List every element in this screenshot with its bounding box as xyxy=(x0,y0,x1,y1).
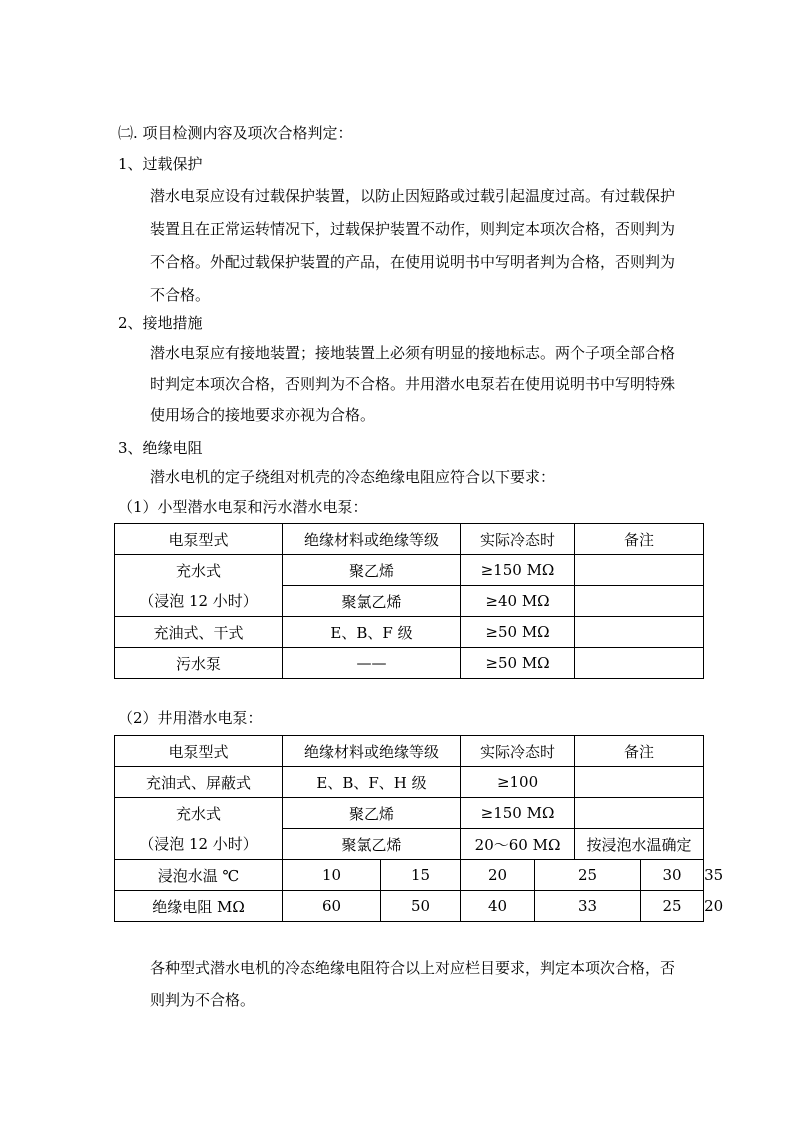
table-header-row xyxy=(115,524,704,555)
cell-resistance-value: 25 xyxy=(641,891,704,922)
table2-caption: （2）井用潜水电泵： xyxy=(118,709,263,727)
header-cold-state: 实际冷态时 xyxy=(461,736,575,767)
table1-caption: （1）小型潜水电泵和污水潜水电泵： xyxy=(118,498,368,516)
cell-temperature-value: 30 xyxy=(641,860,704,891)
cell-pvc-value: ≥40 MΩ xyxy=(461,586,575,617)
table-row xyxy=(115,555,704,586)
table-row xyxy=(115,617,704,648)
header-pump-type: 电泵型式 xyxy=(115,736,283,767)
paragraph-grounding xyxy=(118,338,678,431)
paragraph-grounding-text: 潜水电泵应有接地装置；接地装置上必须有明显的接地标志。两个子项全部合格时判定本项次合格，否则判为不合格。井用潜水电泵若在使用说明书中写明特殊使用场合的接地要求亦视为合格。 xyxy=(150,344,676,424)
cell-pvc-note: 按浸泡水温确定 xyxy=(575,829,704,860)
header-cold-state: 实际冷态时 xyxy=(461,524,575,555)
cell-temperature-label: 浸泡水温 ℃ xyxy=(115,860,283,891)
cell-pvc-material: 聚氯乙烯 xyxy=(283,829,461,860)
cell-oil-material: E、B、F 级 xyxy=(283,617,461,648)
paragraph-overload-text: 潜水电泵应设有过载保护装置，以防止因短路或过载引起温度过高。有过载保护装置且在正常运转情况下，过载保护装置不动作，则判定本项次合格，否则判为不合格。外配过载保护装置的产品，在使用说明书中写明者判为合格，否则判为不合格。 xyxy=(150,187,676,304)
cell-pvc-value: 20～60 MΩ xyxy=(461,829,575,860)
cell-water-filled-type xyxy=(115,798,283,860)
section-title-overload: 1、过载保护 xyxy=(118,155,203,173)
table-row-resistance: 绝缘电阻 MΩ 60 50 40 33 25 20 xyxy=(115,891,704,922)
paragraph-conclusion-text: 各种型式潜水电机的冷态绝缘电阻符合以上对应栏目要求，判定本项次合格，否则判为不合格。 xyxy=(150,959,676,1009)
table-row xyxy=(115,798,704,829)
water-filled-line1: 充水式 xyxy=(175,804,221,823)
table-row-temperature: 浸泡水温 ℃ 10 15 20 25 30 35 xyxy=(115,860,704,891)
header-insulation-material: 绝缘材料或绝缘等级 xyxy=(283,524,461,555)
cell-pe-material: 聚乙烯 xyxy=(283,555,461,586)
cell-pvc-note xyxy=(575,586,704,617)
header-remarks: 备注 xyxy=(575,524,704,555)
cell-sewage-type: 污水泵 xyxy=(115,648,283,679)
cell-pe-value: ≥150 MΩ xyxy=(461,555,575,586)
table-row xyxy=(115,767,704,798)
cell-pe-note xyxy=(575,555,704,586)
cell-sewage-material: —— xyxy=(283,648,461,679)
cell-sewage-value: ≥50 MΩ xyxy=(461,648,575,679)
table-well-pumps xyxy=(114,735,724,922)
section-heading: ㈡. 项目检测内容及项次合格判定： xyxy=(118,124,353,142)
cell-resistance-value: 40 xyxy=(461,891,535,922)
cell-temperature-value: 25 xyxy=(535,860,641,891)
cell-resistance-value: 50 xyxy=(381,891,461,922)
cell-oil-material: E、B、F、H 级 xyxy=(283,767,461,798)
cell-temperature-value: 10 xyxy=(283,860,381,891)
cell-sewage-note xyxy=(575,648,704,679)
paragraph-overload xyxy=(118,180,678,312)
cell-pe-value: ≥150 MΩ xyxy=(461,798,575,829)
cell-oil-type: 充油式、屏蔽式 xyxy=(115,767,283,798)
cell-temperature-value: 20 xyxy=(461,860,535,891)
cell-resistance-label: 绝缘电阻 MΩ xyxy=(115,891,283,922)
cell-oil-note xyxy=(575,617,704,648)
header-insulation-material: 绝缘材料或绝缘等级 xyxy=(283,736,461,767)
water-filled-line1: 充水式 xyxy=(175,561,221,580)
cell-oil-note xyxy=(575,767,704,798)
table-header-row xyxy=(115,736,704,767)
paragraph-insulation: 潜水电机的定子绕组对机壳的冷态绝缘电阻应符合以下要求： xyxy=(150,468,556,486)
section-title-grounding: 2、接地措施 xyxy=(118,314,203,332)
cell-oil-type: 充油式、干式 xyxy=(115,617,283,648)
table-row xyxy=(115,648,704,679)
cell-pvc-material: 聚氯乙烯 xyxy=(283,586,461,617)
water-filled-line2: （浸泡 12 小时） xyxy=(139,834,258,853)
header-remarks: 备注 xyxy=(575,736,704,767)
cell-temperature-value: 15 xyxy=(381,860,461,891)
cell-resistance-value: 33 xyxy=(535,891,641,922)
cell-pe-material: 聚乙烯 xyxy=(283,798,461,829)
cell-oil-value: ≥100 xyxy=(461,767,575,798)
cell-pe-note xyxy=(575,798,704,829)
section-title-insulation: 3、绝缘电阻 xyxy=(118,439,203,457)
table-small-pumps xyxy=(114,523,704,679)
water-filled-line2: （浸泡 12 小时） xyxy=(139,591,258,610)
cell-water-filled-type xyxy=(115,555,283,617)
cell-oil-value: ≥50 MΩ xyxy=(461,617,575,648)
cell-resistance-value: 60 xyxy=(283,891,381,922)
paragraph-conclusion xyxy=(118,952,678,1016)
header-pump-type: 电泵型式 xyxy=(115,524,283,555)
